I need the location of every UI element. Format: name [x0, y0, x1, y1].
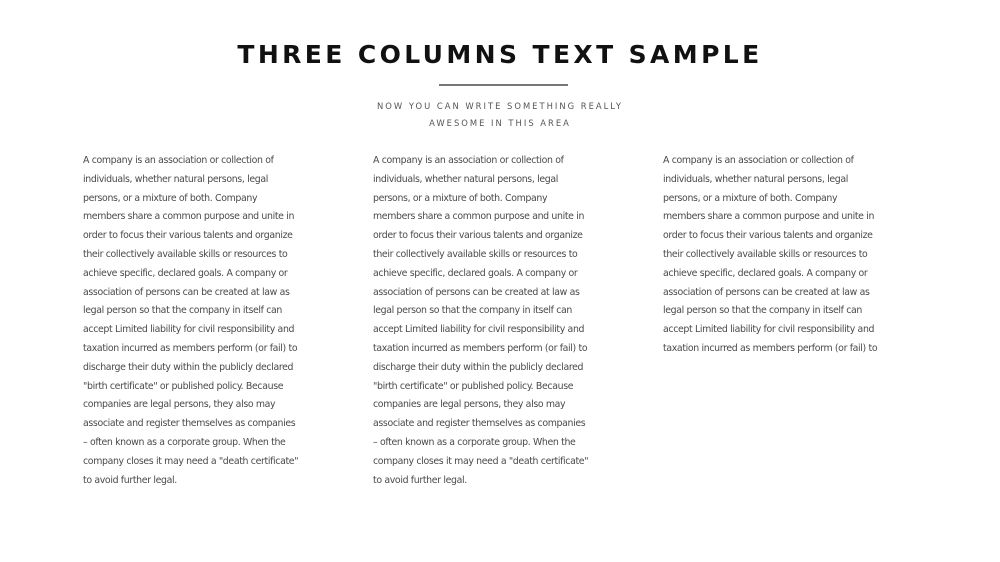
text-column-3: A company is an association or collection of individuals, whether natural persons, legal persons, or a mixture of both. Company members share a common purpose and unite in order to focus their various talents and organize their collectively available skills or resources to achieve specific, declared goals. A company or association of persons can be created at law as legal person so that the company in itself can accept Limited liability for civil responsibility and taxation incurred as members perform (or fail) to	[663, 155, 878, 354]
title-divider	[439, 84, 568, 86]
text-column-1: A company is an association or collection of individuals, whether natural persons, legal persons, or a mixture of both. Company members share a common purpose and unite in order to focus their various talents and organize their collectively available skills or resources to achieve specific, declared goals. A company or association of persons can be created at law as legal person so that the company in itself can accept Limited liability for civil responsibility and taxation incurred as members perform (or fail) to discharge their duty within the publicly declared "birth certificate" or published policy. Because companies are legal persons, they also may associate and register themselves as companies – often known as a corporate group. When the company closes it may need a "death certificate" to avoid further legal.	[83, 155, 299, 486]
slide-subtitle: NOW YOU CAN WRITE SOMETHING REALLY AWESOME IN THIS AREA	[377, 101, 623, 128]
slide-title: THREE COLUMNS TEXT SAMPLE	[237, 40, 763, 69]
text-column-2: A company is an association or collection of individuals, whether natural persons, legal persons, or a mixture of both. Company members share a common purpose and unite in order to focus their various talents and organize their collectively available skills or resources to achieve specific, declared goals. A company or association of persons can be created at law as legal person so that the company in itself can accept Limited liability for civil responsibility and taxation incurred as members perform (or fail) to discharge their duty within the publicly declared "birth certificate" or published policy. Because companies are legal persons, they also may associate and register themselves as companies – often known as a corporate group. When the company closes it may need a "death certificate" to avoid further legal.	[373, 155, 589, 486]
